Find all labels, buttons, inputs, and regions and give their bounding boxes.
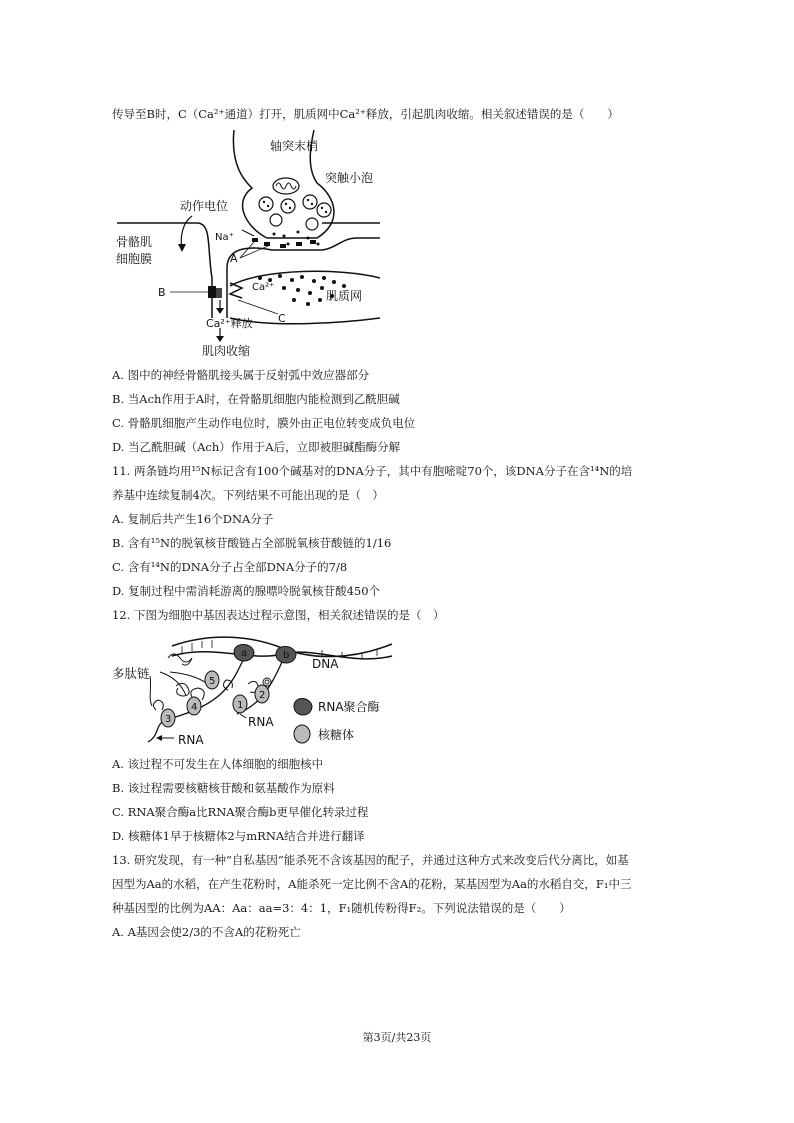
label-membrane-2: 细胞膜: [116, 252, 153, 266]
question-13-stem: 13. 研究发现，有一种“自私基因”能杀死不含该基因的配子，并通过这种方式来改变后代分离比，如基: [112, 853, 629, 867]
q13-option-a: A. A基因会使2/3的不含A的花粉死亡: [112, 925, 301, 939]
label-muscle-contract: 肌肉收缩: [202, 344, 251, 358]
question-10-stem: 传导至B时，C（Ca²⁺通道）打开，肌质网中Ca²⁺释放，引起肌肉收缩。相关叙述错误的是（ ）: [112, 107, 619, 121]
label-axon-terminal: 轴突末梢: [270, 139, 319, 153]
label-ca: Ca²⁺: [252, 282, 275, 293]
label-vesicle: 突触小泡: [325, 171, 374, 185]
question-13-stem-cont: 因型为Aa的水稻，在产生花粉时，A能杀死一定比例不含A的花粉，某基因型为Aa的水稻自交，F₁中三: [112, 877, 632, 891]
q11-option-b: B. 含有¹⁵N的脱氧核苷酸链占全部脱氧核苷酸链的1/16: [112, 536, 392, 550]
label-action-potential: 动作电位: [180, 199, 229, 213]
label-ca-release: Ca²⁺释放: [206, 317, 253, 330]
label-ribosome-1: 1: [237, 700, 244, 711]
label-polymerase-b: b: [283, 650, 290, 661]
q11-option-c: C. 含有¹⁴N的DNA分子占全部DNA分子的7/8: [112, 560, 348, 574]
q12-option-b: B. 该过程需要核糖核苷酸和氨基酸作为原料: [112, 781, 335, 795]
label-ribosome-4: 4: [191, 702, 198, 713]
label-na: Na⁺: [215, 232, 234, 243]
legend-ribosome-label: 核糖体: [318, 728, 355, 742]
q11-option-d: D. 复制过程中需消耗游离的腺嘌呤脱氧核苷酸450个: [112, 584, 381, 598]
q10-option-b: B. 当Ach作用于A时，在骨骼肌细胞内能检测到乙酰胆碱: [112, 392, 400, 406]
legend-polymerase-label: RNA聚合酶: [318, 700, 380, 714]
gene-expression-figure: [112, 634, 402, 750]
receptors-a: [252, 238, 316, 248]
label-ribosome-5: 5: [209, 676, 216, 687]
label-a: A: [230, 252, 238, 265]
label-sr: 肌质网: [326, 289, 363, 303]
q10-option-c: C. 骨骼肌细胞产生动作电位时，膜外由正电位转变成负电位: [112, 416, 416, 430]
legend-polymerase-swatch: [294, 699, 312, 716]
question-12-stem: 12. 下图为细胞中基因表达过程示意图，相关叙述错误的是（ ）: [112, 608, 445, 622]
label-dna: DNA: [312, 657, 339, 671]
question-13-stem-cont-2: 种基因型的比例为AA：Aa：aa=3：4：1，F₁随机传粉得F₂。下列说法错误的是（ ）: [112, 901, 571, 915]
question-11-stem: 11. 两条链均用¹⁵N标记含有100个碱基对的DNA分子，其中有胞嘧啶70个，该DNA分子在含¹⁴N的培: [112, 464, 633, 478]
label-rna-1: RNA: [248, 715, 274, 729]
q12-option-d: D. 核糖体1早于核糖体2与mRNA结合并进行翻译: [112, 829, 365, 843]
label-ribosome-3: 3: [165, 714, 172, 725]
neuromuscular-junction-figure: [112, 128, 392, 358]
q11-option-a: A. 复制后共产生16个DNA分子: [112, 512, 274, 526]
legend-ribosome-swatch: [294, 725, 310, 743]
label-membrane-1: 骨骼肌: [116, 235, 153, 249]
q10-option-a: A. 图中的神经骨骼肌接头属于反射弧中效应器部分: [112, 368, 370, 382]
question-11-stem-cont: 养基中连续复制4次。下列结果不可能出现的是（ ）: [112, 488, 384, 502]
label-c: C: [278, 312, 286, 325]
label-b: B: [158, 286, 166, 299]
synaptic-vesicles: [259, 195, 331, 230]
label-polymerase-a: a: [241, 648, 248, 659]
q10-option-d: D. 当乙酰胆碱（Ach）作用于A后，立即被胆碱酯酶分解: [112, 440, 401, 454]
label-polypeptide: 多肽链: [112, 666, 150, 681]
label-ribosome-2: 2: [259, 690, 266, 701]
label-rna-2: RNA: [178, 733, 204, 747]
q12-option-a: A. 该过程不可发生在人体细胞的细胞核中: [112, 757, 324, 771]
q12-option-c: C. RNA聚合酶a比RNA聚合酶b更早催化转录过程: [112, 805, 369, 819]
page-number: 第3页/共23页: [362, 1031, 432, 1044]
channel-b: [208, 286, 216, 298]
